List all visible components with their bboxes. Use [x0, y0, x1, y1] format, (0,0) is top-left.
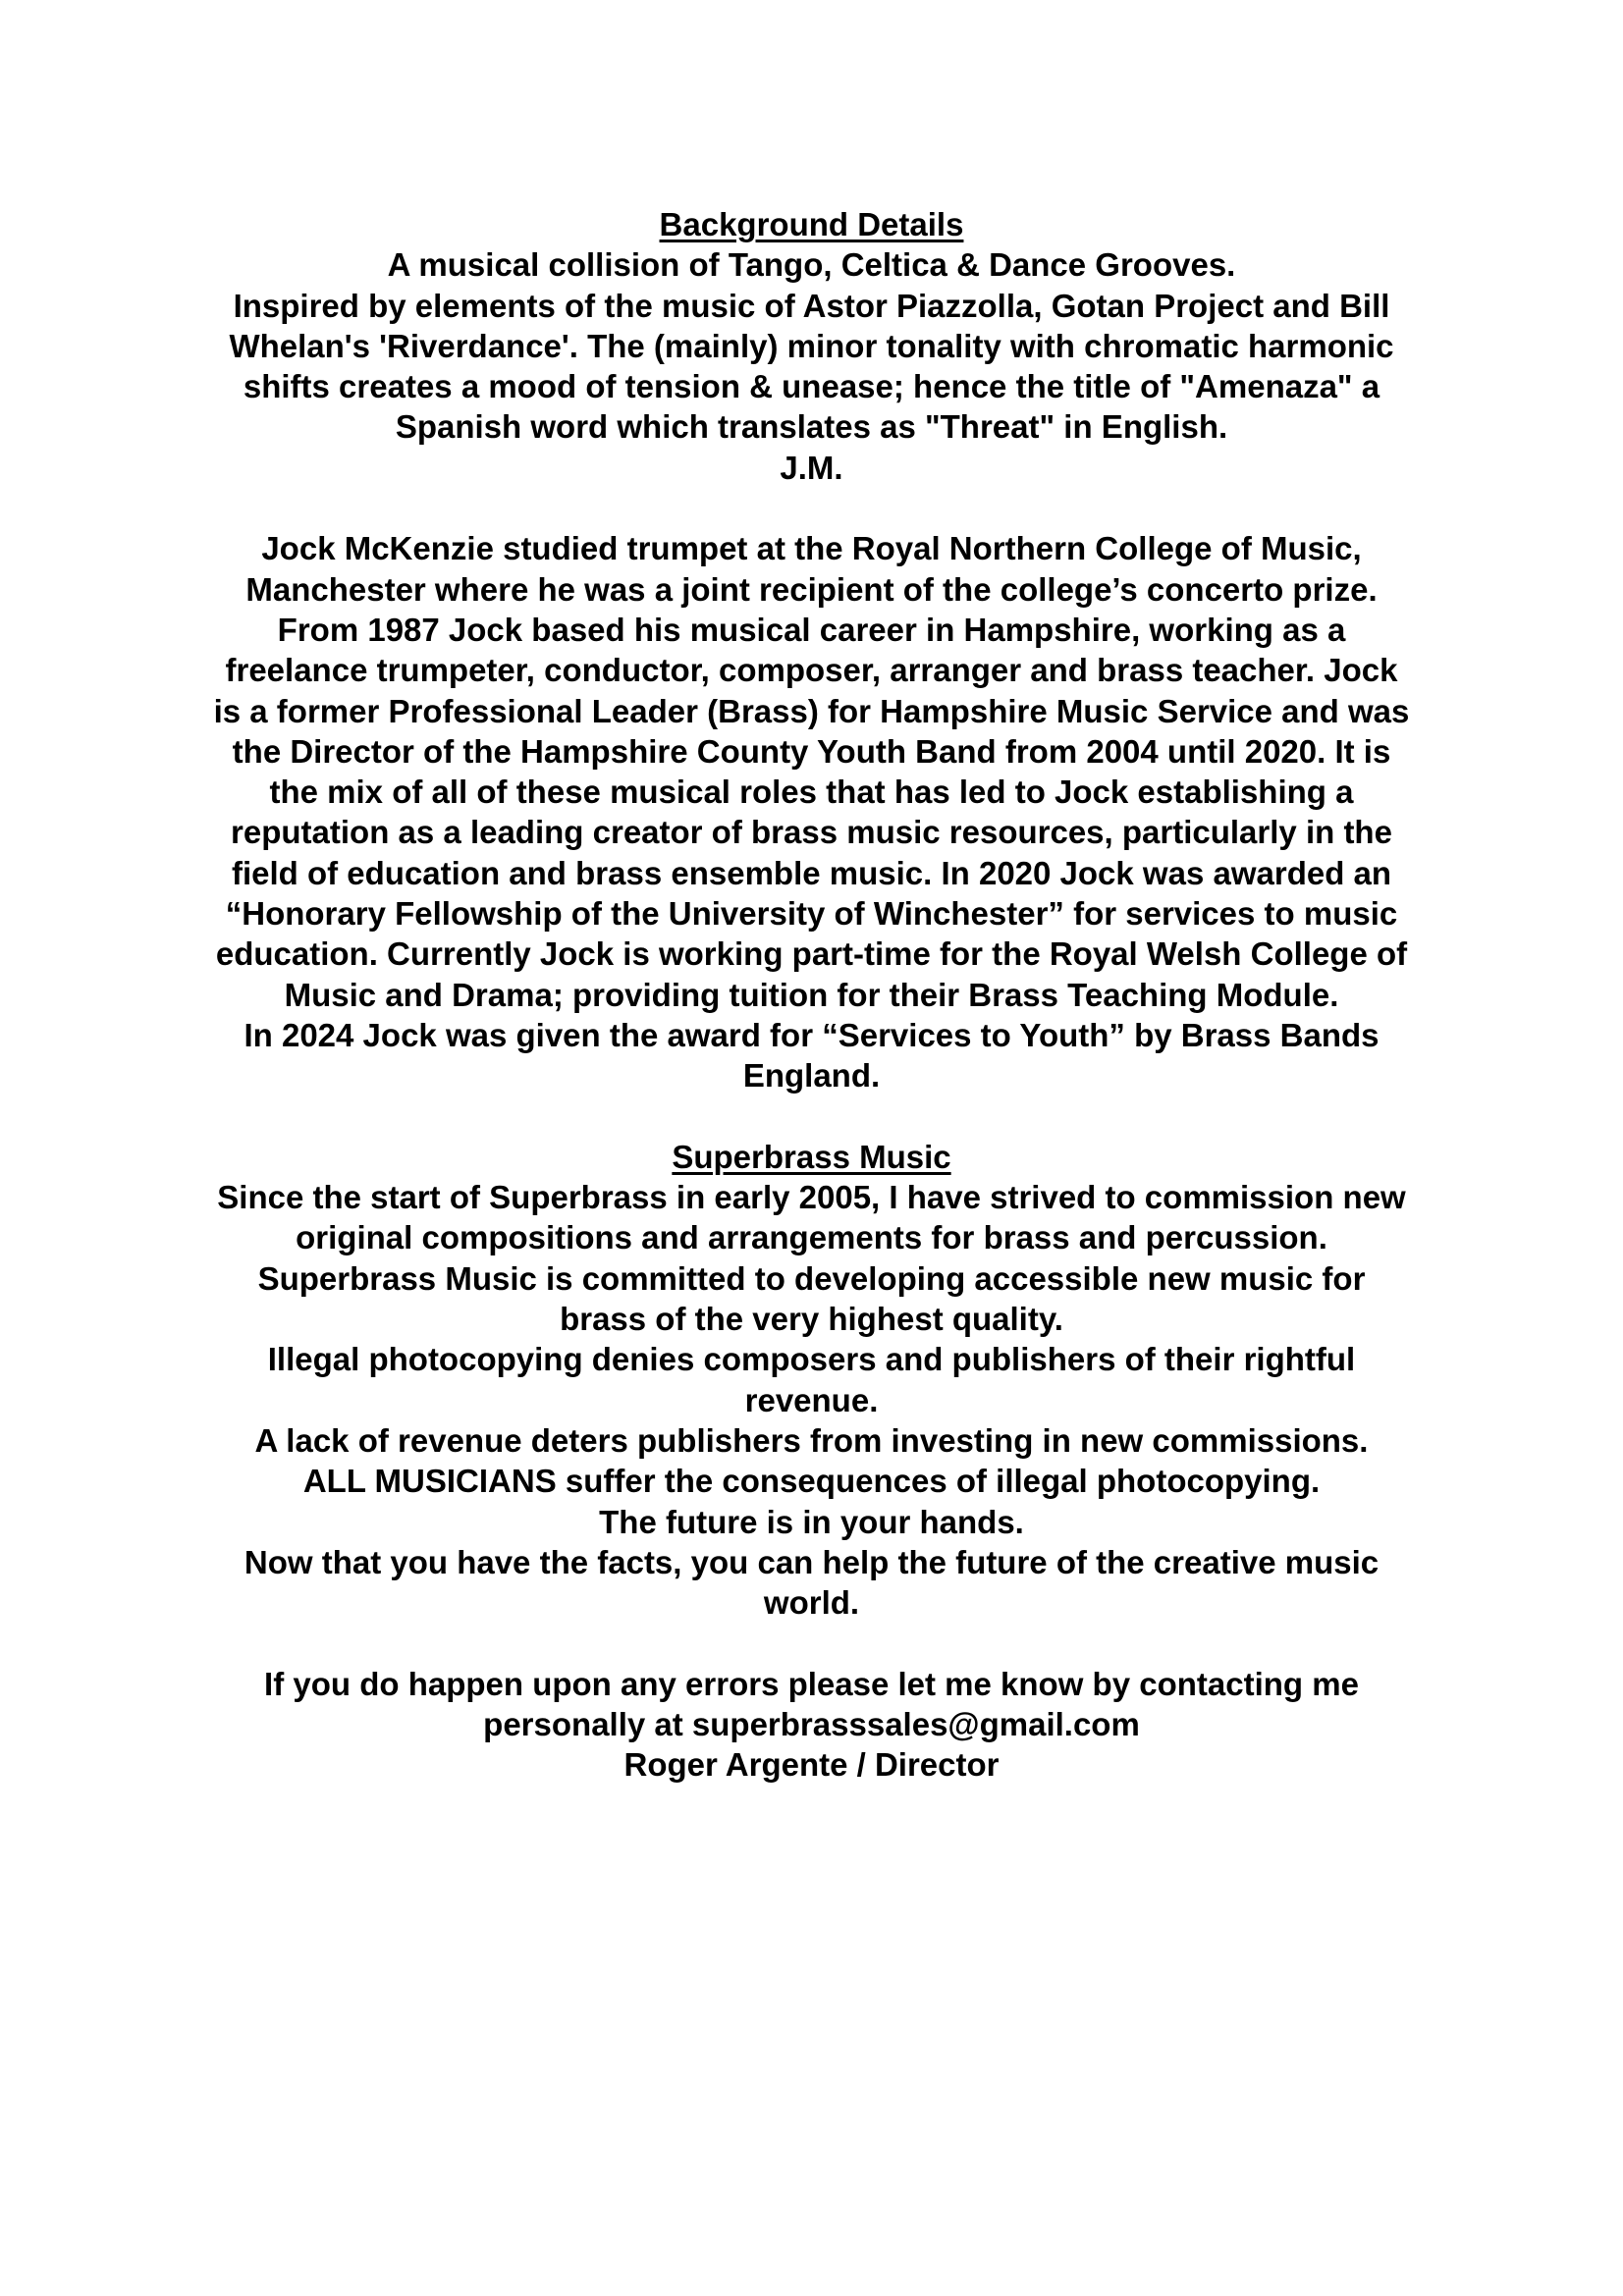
superbrass-line: A lack of revenue deters publishers from investing in new commissions. [254, 1421, 1369, 1459]
biography-line: “Honorary Fellowship of the University of Winchester” for services to music [225, 895, 1398, 933]
background-line: A musical collision of Tango, Celtica & Dance Grooves. [387, 246, 1236, 284]
biography-line: Music and Drama; providing tuition for their Brass Teaching Module. [284, 976, 1339, 1013]
contact-line: If you do happen upon any errors please let me know by contacting me [264, 1665, 1359, 1702]
superbrass-section [147, 1137, 1476, 1624]
section-spacer [147, 488, 1476, 528]
superbrass-line: Illegal photocopying denies composers and publishers of their rightful [267, 1341, 1356, 1378]
biography-line: In 2024 Jock was given the award for “Services to Youth” by Brass Bands [243, 1016, 1380, 1053]
superbrass-line: world. [763, 1584, 860, 1622]
superbrass-line: Superbrass Music is committed to developing accessible new music for [257, 1259, 1366, 1297]
biography-line: field of education and brass ensemble music. In 2020 Jock was awarded an [231, 854, 1392, 891]
superbrass-line: brass of the very highest quality. [560, 1301, 1063, 1338]
superbrass-line: Since the start of Superbrass in early 2005, I have strived to commission new [217, 1179, 1406, 1216]
biography-line: the Director of the Hampshire County Youth Band from 2004 until 2020. It is [232, 732, 1391, 770]
background-initials: J.M. [780, 449, 843, 486]
superbrass-line: The future is in your hands. [599, 1503, 1024, 1540]
background-heading: Background Details [659, 206, 964, 242]
section-spacer [147, 1623, 1476, 1663]
background-line: Inspired by elements of the music of Astor Piazzolla, Gotan Project and Bill [233, 287, 1390, 324]
superbrass-line: revenue. [744, 1381, 879, 1418]
biography-line: reputation as a leading creator of brass music resources, particularly in the [231, 814, 1392, 851]
biography-line: freelance trumpeter, conductor, composer, arranger and brass teacher. Jock [225, 652, 1398, 689]
section-spacer [147, 1096, 1476, 1137]
background-line: Spanish word which translates as "Threat" in English. [395, 408, 1228, 446]
contact-line-email: personally at superbrasssales@gmail.com [483, 1705, 1140, 1742]
document-page [147, 204, 1476, 1786]
biography-line: the mix of all of these musical roles that has led to Jock establishing a [269, 774, 1354, 811]
superbrass-line: ALL MUSICIANS suffer the consequences of illegal photocopying. [302, 1463, 1321, 1500]
biography-line: education. Currently Jock is working part-time for the Royal Welsh College of [215, 935, 1408, 973]
superbrass-line: original compositions and arrangements for brass and percussion. [296, 1219, 1327, 1256]
biography-section [147, 528, 1476, 1095]
biography-line: England. [742, 1057, 881, 1095]
biography-line: is a former Professional Leader (Brass) for Hampshire Music Service and was [213, 692, 1410, 729]
contact-section [147, 1664, 1476, 1786]
biography-line: Manchester where he was a joint recipient of the college’s concerto prize. [245, 570, 1378, 608]
background-line: Whelan's 'Riverdance'. The (mainly) minor tonality with chromatic harmonic [229, 327, 1394, 364]
biography-line: Jock McKenzie studied trumpet at the Royal Northern College of Music, [261, 530, 1362, 567]
background-line: shifts creates a mood of tension & unease; hence the title of "Amenaza" a [243, 368, 1380, 405]
background-section [147, 204, 1476, 488]
contact-signature: Roger Argente / Director [623, 1746, 1000, 1784]
superbrass-heading: Superbrass Music [672, 1138, 951, 1175]
superbrass-line: Now that you have the facts, you can help the future of the creative music [243, 1543, 1380, 1580]
biography-line: From 1987 Jock based his musical career in Hampshire, working as a [277, 611, 1346, 648]
